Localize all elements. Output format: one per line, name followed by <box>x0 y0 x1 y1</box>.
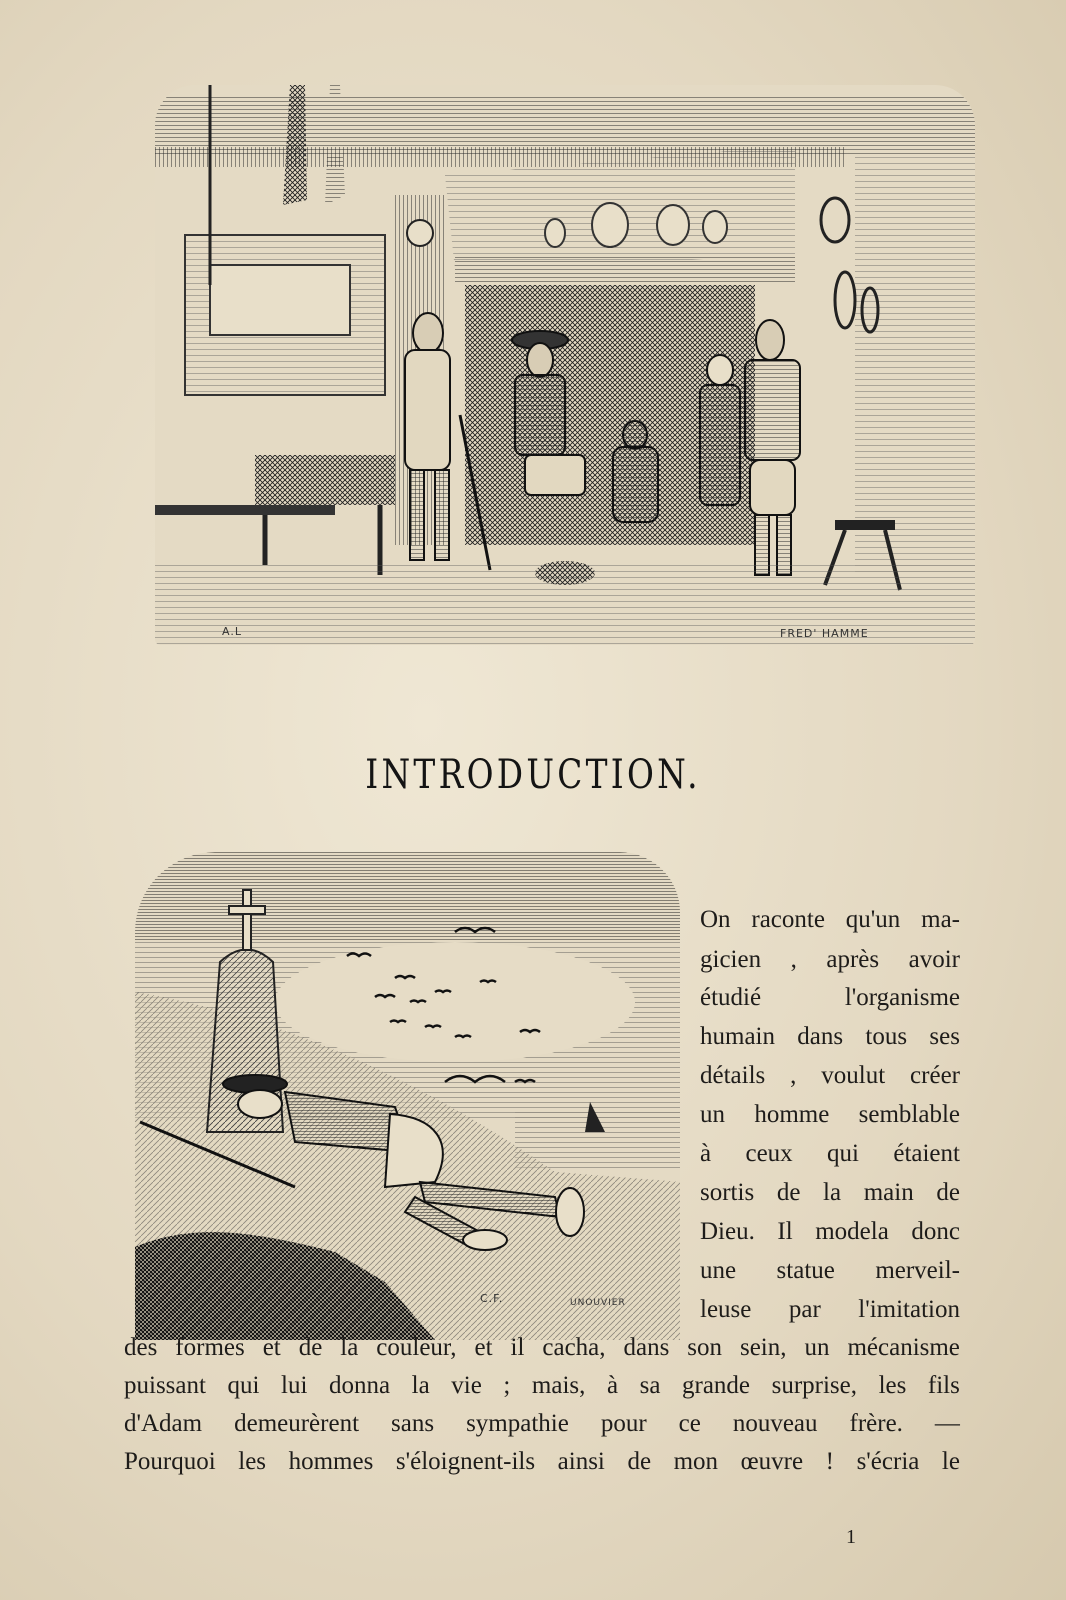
body-text-line <box>700 1217 960 1247</box>
body-text-line <box>700 1022 960 1052</box>
word: une <box>700 1257 737 1284</box>
word: homme <box>754 1101 830 1128</box>
word: un <box>804 1334 830 1361</box>
word: la <box>823 1179 842 1206</box>
word: hommes <box>288 1448 374 1475</box>
body-text-line <box>700 905 960 935</box>
word: le <box>941 1448 960 1475</box>
word: mais, <box>531 1372 586 1399</box>
body-text-line <box>124 1371 960 1401</box>
word: cacha, <box>542 1334 606 1361</box>
word: la <box>411 1372 430 1399</box>
word: merveil- <box>875 1257 960 1284</box>
word: la <box>340 1334 359 1361</box>
word: main <box>863 1179 914 1206</box>
word: ce <box>678 1410 701 1437</box>
word: de <box>298 1334 323 1361</box>
body-text-line <box>124 1409 960 1439</box>
word: qui <box>227 1372 260 1399</box>
word: raconte <box>751 906 825 933</box>
word: modela <box>815 1218 889 1245</box>
word: Il <box>777 1218 793 1245</box>
body-text-line <box>700 1061 960 1091</box>
word: qui <box>827 1140 859 1167</box>
word: voulut <box>821 1062 886 1089</box>
word: il <box>510 1334 525 1361</box>
word: sortis <box>700 1179 755 1206</box>
word: Pourquoi <box>124 1448 216 1475</box>
word: gicien <box>700 946 762 973</box>
body-text-line <box>700 945 960 975</box>
word: demeurèrent <box>234 1410 360 1437</box>
word: humain <box>700 1023 775 1050</box>
word: de <box>936 1179 960 1206</box>
body-text-line <box>700 1256 960 1286</box>
word: et <box>474 1334 493 1361</box>
word: puissant <box>124 1372 206 1399</box>
word: formes <box>175 1334 245 1361</box>
word: créer <box>910 1062 960 1089</box>
word: de <box>776 1179 801 1206</box>
word: — <box>934 1410 960 1437</box>
grave-cross-engraving <box>135 852 680 1340</box>
word: semblable <box>858 1101 960 1128</box>
word: dans <box>623 1334 670 1361</box>
word: nouveau <box>732 1410 818 1437</box>
word: pour <box>600 1410 647 1437</box>
word: des <box>124 1334 158 1361</box>
word: sein, <box>739 1334 787 1361</box>
word: de <box>627 1448 652 1475</box>
tavern-interior-engraving <box>155 85 975 645</box>
word: ; <box>503 1372 511 1399</box>
body-text-line <box>124 1447 960 1477</box>
body-text-line <box>700 983 960 1013</box>
word: Dieu. <box>700 1218 755 1245</box>
body-text-line <box>700 1100 960 1130</box>
bottom-engraving-signature-left: C.F. <box>480 1292 504 1305</box>
word: ses <box>929 1023 960 1050</box>
body-text-line <box>124 1333 960 1363</box>
word: donc <box>911 1218 960 1245</box>
word: On <box>700 906 731 933</box>
word: étudié <box>700 984 762 1011</box>
word: tous <box>865 1023 908 1050</box>
top-engraving-signature-right: FRED' HAMME <box>780 627 869 640</box>
word: étaient <box>893 1140 960 1167</box>
word: sans <box>391 1410 435 1437</box>
chapter-title: INTRODUCTION. <box>365 752 701 798</box>
word: et <box>262 1334 281 1361</box>
word: l'organisme <box>844 984 960 1011</box>
word: ceux <box>745 1140 793 1167</box>
word: mécanisme <box>847 1334 960 1361</box>
word: ! <box>825 1448 834 1475</box>
word: d'Adam <box>124 1410 203 1437</box>
word: avoir <box>908 946 960 973</box>
word: son <box>687 1334 723 1361</box>
body-text-line <box>700 1178 960 1208</box>
word: frère. <box>849 1410 903 1437</box>
page-number: 1 <box>846 1526 856 1548</box>
word: grande <box>682 1372 751 1399</box>
word: lui <box>281 1372 308 1399</box>
word: s'écria <box>856 1448 920 1475</box>
word: à <box>606 1372 619 1399</box>
word: surprise, <box>771 1372 857 1399</box>
body-text-line <box>700 1139 960 1169</box>
word: à <box>700 1140 712 1167</box>
word: s'éloignent-ils <box>395 1448 536 1475</box>
word: statue <box>776 1257 835 1284</box>
word: fils <box>927 1372 960 1399</box>
word: œuvre <box>740 1448 804 1475</box>
body-text-line <box>700 1295 960 1325</box>
word: dans <box>797 1023 844 1050</box>
word: les <box>878 1372 907 1399</box>
word: ma- <box>921 906 960 933</box>
word: par <box>788 1296 821 1323</box>
top-engraving-signature-left: A.L <box>222 625 242 638</box>
word: mon <box>673 1448 719 1475</box>
word: donna <box>329 1372 391 1399</box>
word: , <box>790 946 797 973</box>
word: ainsi <box>557 1448 605 1475</box>
word: les <box>238 1448 267 1475</box>
word: leuse <box>700 1296 752 1323</box>
word: l'imitation <box>858 1296 960 1323</box>
word: couleur, <box>376 1334 457 1361</box>
word: sympathie <box>466 1410 569 1437</box>
word: sa <box>639 1372 661 1399</box>
word: qu'un <box>845 906 901 933</box>
word: , <box>790 1062 797 1089</box>
word: après <box>826 946 880 973</box>
word: détails <box>700 1062 766 1089</box>
word: un <box>700 1101 725 1128</box>
word: vie <box>451 1372 482 1399</box>
bottom-engraving-signature-right: UNOUVIER <box>570 1298 626 1308</box>
